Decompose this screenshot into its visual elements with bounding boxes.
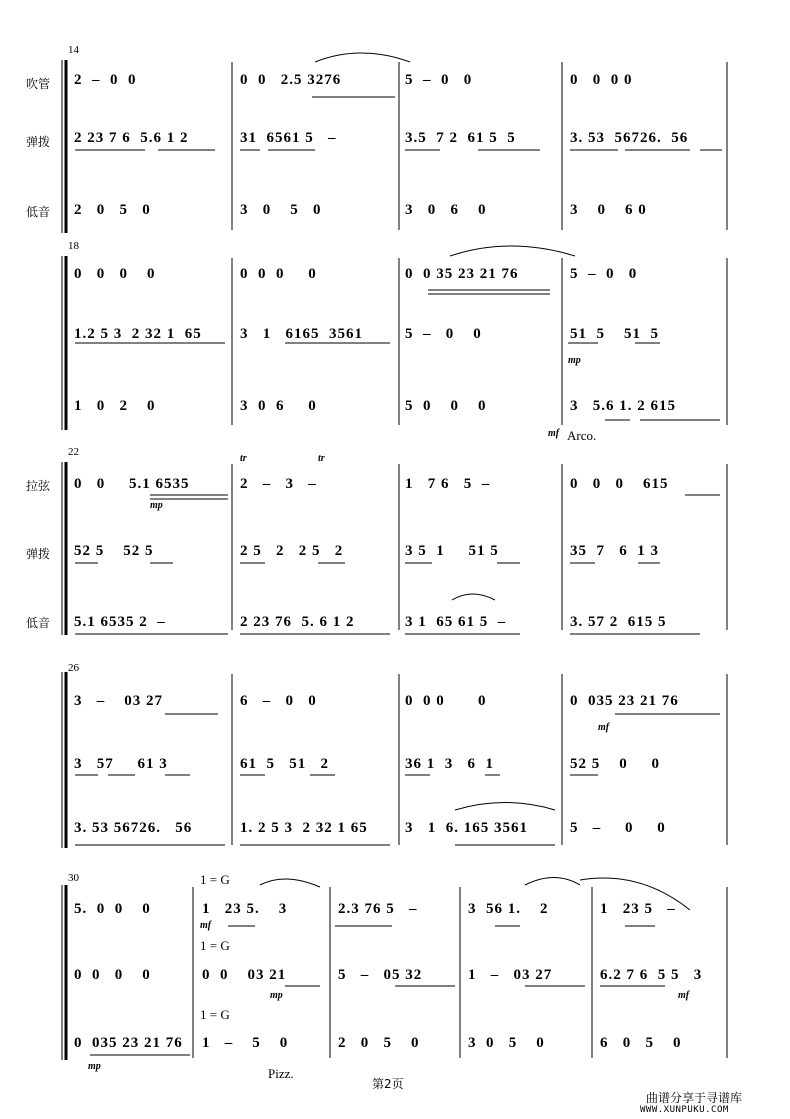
pizz-annotation: Pizz. [268, 1066, 294, 1081]
notation-cell: 31 6561 5 – [240, 130, 337, 146]
notation-cell: 5 – 05 32 [338, 967, 423, 983]
notation-cell: 0 0 03 21 [202, 967, 287, 983]
notation-cell: 3 – 03 27 [74, 693, 163, 709]
label-tanbo-2: 弹拨 [26, 547, 51, 561]
watermark-site-name: 曲谱分享于寻谱库 [646, 1091, 743, 1105]
trill-mark: tr [318, 453, 325, 464]
notation-cell: 3 57 61 3 [74, 756, 168, 772]
label-laxian: 拉弦 [26, 479, 51, 493]
notation-cell: 1 – 5 0 [202, 1035, 289, 1051]
dynamic-mark: mp [568, 355, 581, 366]
dynamic-mark: mf [598, 722, 610, 733]
key-signature: 1 = G [200, 872, 230, 887]
watermark-site-url: WWW.XUNPUKU.COM [640, 1105, 729, 1115]
notation-cell: 5 – 0 0 [570, 820, 666, 836]
notation-cell: 3 0 6 0 [240, 398, 317, 414]
notation-cell: 2 – 0 0 [74, 72, 137, 88]
measure-number: 26 [68, 662, 79, 674]
notation-cell: 1 0 2 0 [74, 398, 156, 414]
notation-cell: 0 035 23 21 76 [570, 693, 679, 709]
notation-cell: 35 7 6 1 3 [570, 543, 659, 559]
trill-mark: tr [240, 453, 247, 464]
notation-cell: 5 0 0 0 [405, 398, 487, 414]
notation-cell: 3 1 65 61 5 – [405, 614, 507, 630]
notation-cell: 0 0 35 23 21 76 [405, 266, 519, 282]
label-diyin-2: 低音 [26, 616, 51, 630]
dynamic-mark: mf [548, 428, 560, 439]
dynamic-mark: mp [270, 990, 283, 1001]
measure-number: 14 [68, 44, 79, 56]
notation-cell: 3 56 1. 2 [468, 901, 549, 917]
notation-cell: 1 23 5 – [600, 901, 676, 917]
notation-cell: 0 0 0 0 [74, 967, 151, 983]
notation-cell: 3 5.6 1. 2 615 [570, 398, 676, 414]
notation-cell: 1 – 03 27 [468, 967, 553, 983]
notation-cell: 3 0 6 0 [405, 202, 487, 218]
notation-cell: 2 23 76 5. 6 1 2 [240, 614, 355, 630]
arco-annotation: Arco. [567, 428, 597, 443]
notation-cell: 1 23 5. 3 [202, 901, 288, 917]
notation-cell: 2 5 2 2 5 2 [240, 543, 344, 559]
notation-cell: 5. 0 0 0 [74, 901, 151, 917]
notation-cell: 1. 2 5 3 2 32 1 65 [240, 820, 368, 836]
notation-cell: 0 0 0 0 [240, 266, 317, 282]
notation-cell: 0 0 2.5 3276 [240, 72, 342, 88]
notation-cell: 0 0 0 0 [570, 72, 633, 88]
notation-cell: 61 5 51 2 [240, 756, 329, 772]
notation-cell: 0 0 0 0 [74, 266, 156, 282]
label-diyin: 低音 [26, 205, 51, 219]
notation-cell: 1 7 6 5 – [405, 476, 491, 492]
notation-cell: 36 1 3 6 1 [405, 756, 494, 772]
notation-cell: 5 – 0 0 [405, 72, 473, 88]
dynamic-mark: mp [88, 1061, 101, 1072]
notation-cell: 2 0 5 0 [338, 1035, 420, 1051]
notation-cell: 3 5 1 51 5 [405, 543, 499, 559]
dynamic-mark: mf [678, 990, 690, 1001]
notation-cell: 3 1 6165 3561 [240, 326, 363, 342]
measure-number: 22 [68, 446, 79, 458]
notation-cell: 3. 53 56726. 56 [74, 820, 193, 836]
measure-number: 30 [68, 872, 79, 884]
key-signature: 1 = G [200, 1007, 230, 1022]
notation-cell: 51 5 51 5 [570, 326, 659, 342]
notation-cell: 0 0 0 615 [570, 476, 669, 492]
measure-number: 18 [68, 240, 79, 252]
notation-cell: 5.1 6535 2 – [74, 614, 166, 630]
dynamic-mark: mf [200, 920, 212, 931]
notation-cell: 6.2 7 6 5 5 3 [600, 967, 703, 983]
notation-cell: 5 – 0 0 [405, 326, 482, 342]
key-signature: 1 = G [200, 938, 230, 953]
notation-cell: 6 0 5 0 [600, 1035, 682, 1051]
notation-cell: 0 035 23 21 76 [74, 1035, 183, 1051]
notation-cell: 0 0 5.1 6535 [74, 476, 190, 492]
notation-cell: 52 5 52 5 [74, 543, 154, 559]
notation-cell: 2 – 3 – [240, 476, 317, 492]
notation-cell: 3 0 6 0 [570, 202, 647, 218]
dynamic-mark: mp [150, 500, 163, 511]
label-chuiguan: 吹管 [26, 77, 51, 91]
notation-cell: 52 5 0 0 [570, 756, 660, 772]
notation-cell: 3. 57 2 615 5 [570, 614, 667, 630]
notation-cell: 3.5 7 2 61 5 5 [405, 130, 516, 146]
notation-cell: 2 0 5 0 [74, 202, 151, 218]
notation-cell: 3. 53 56726. 56 [570, 130, 689, 146]
page-number: 第2页 [372, 1077, 404, 1091]
notation-cell: 2.3 76 5 – [338, 901, 418, 917]
notation-cell: 1.2 5 3 2 32 1 65 [74, 326, 202, 342]
notation-cell: 5 – 0 0 [570, 266, 638, 282]
notation-cell: 6 – 0 0 [240, 693, 317, 709]
notation-cell: 3 0 5 0 [468, 1035, 545, 1051]
notation-cell: 3 1 6. 165 3561 [405, 820, 528, 836]
notation-cell: 0 0 0 0 [405, 693, 487, 709]
notation-cell: 2 23 7 6 5.6 1 2 [74, 130, 189, 146]
notation-cell: 3 0 5 0 [240, 202, 322, 218]
label-tanbo: 弹拨 [26, 135, 51, 149]
